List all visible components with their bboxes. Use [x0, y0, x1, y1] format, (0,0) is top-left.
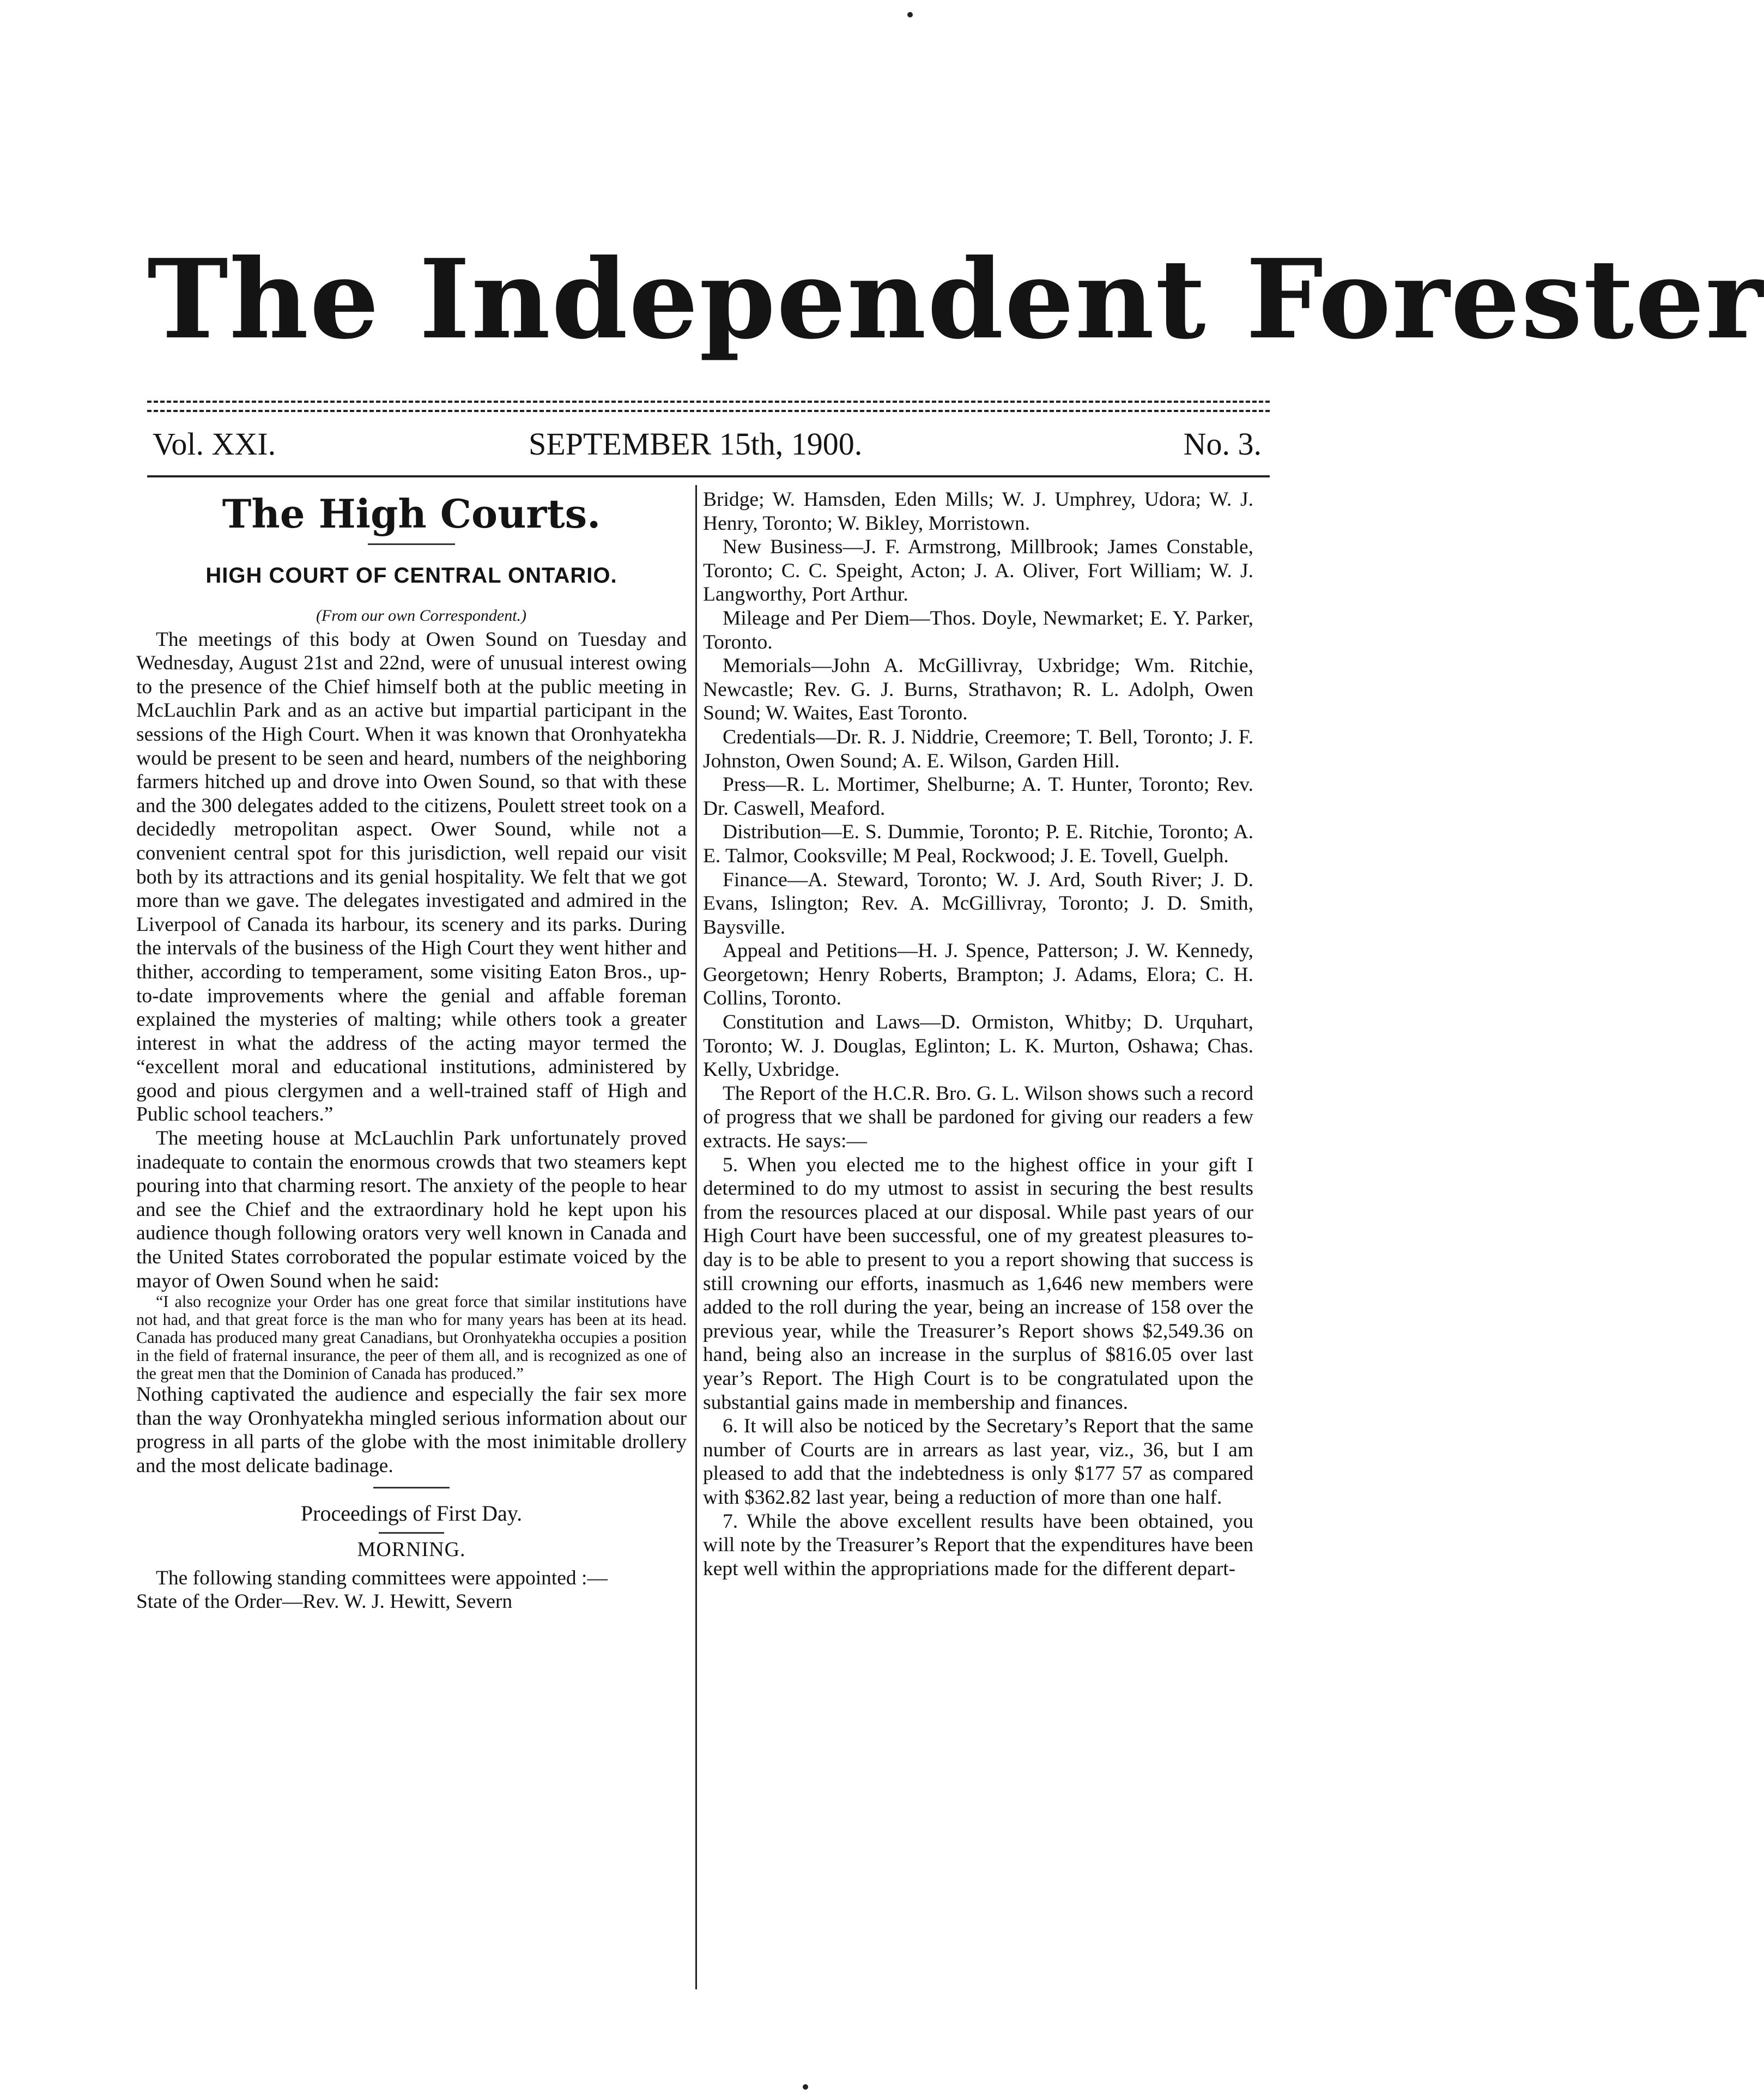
column-divider	[695, 485, 697, 1989]
paragraph: Nothing captivated the audience and especially the fair sex more than the way Oronhyatekha mingled serious information about our progress in all parts of the globe with the most inimitable drollery and the most delicate badinage.	[136, 1383, 687, 1477]
paragraph: Credentials—Dr. R. J. Niddrie, Creemore; T. Bell, Toronto; J. F. Johnston, Owen Sound; A. E. Wilson, Garden Hill.	[703, 725, 1253, 772]
masthead-rule-top	[147, 401, 1270, 403]
paragraph: Memorials—John A. McGillivray, Uxbridge; Wm. Ritchie, Newcastle; Rev. G. J. Burns, Strathavon; R. L. Adolph, Owen Sound; W. Waites, East Toronto.	[703, 655, 1253, 725]
issue-volume: Vol. XXI.	[153, 426, 276, 462]
paragraph: The following standing committees were appointed :—	[156, 1566, 608, 1589]
block-quote: “I also recognize your Order has one great force that similar institutions have not had, and that great force is the man who for many years has been at its head. Canada has produced many great Canadians, but Oronhyatekha occupies a position in the field of fraternal insurance, the peer of them all, and is recognized as one of the great men that the Dominion of Canada has produced.”	[136, 1292, 687, 1383]
paragraph: Finance—A. Steward, Toronto; W. J. Ard, South River; J. D. Evans, Islington; Rev. A. McGillivray, Toronto; J. D. Smith, Baysville.	[703, 868, 1253, 939]
issue-date: SEPTEMBER 15th, 1900.	[529, 426, 863, 462]
paragraph: Appeal and Petitions—H. J. Spence, Patterson; J. W. Kennedy, Georgetown; Henry Roberts, Brampton; J. Adams, Elora; C. H. Collins, Toronto.	[703, 940, 1253, 1010]
proceedings-heading: Proceedings of First Day.	[300, 1500, 523, 1526]
article-subhead: HIGH COURT OF CENTRAL ONTARIO.	[205, 564, 617, 588]
masthead-title: The Independent Forester	[147, 235, 1764, 364]
issue-line	[147, 422, 1270, 466]
left-column	[136, 488, 687, 1992]
paragraph: The meeting house at McLauchlin Park unfortunately proved inadequate to contain the enormous crowds that two steamers kept pouring into that charming resort. The anxiety of the people to hear and see the Chief and the extraordinary hold he kept upon his audience though following orators very well known in Canada and the United States corroborated the popular estimate voiced by the mayor of Owen Sound when he said:	[136, 1127, 687, 1292]
morning-heading: MORNING.	[357, 1538, 466, 1561]
paragraph: Mileage and Per Diem—Thos. Doyle, Newmarket; E. Y. Parker, Toronto.	[703, 607, 1253, 653]
page-speck-bottom	[803, 2084, 808, 2090]
paragraph: 5. When you elected me to the highest office in your gift I determined to do my utmost to assist in securing the best results from the resources placed at our disposal. While past years of our High Court have been successful, one of my greatest pleasures to-day is to be able to present to you a report showing that success is still crowning our efforts, inasmuch as 1,646 new members were added to the roll during the year, being an increase of 158 over the previous year, while the Treasurer’s Report shows $2,549.36 on hand, being also an increase in the surplus of $816.05 over last year’s Report. The High Court is to be congratulated upon the substantial gains made in membership and finances.	[703, 1153, 1253, 1414]
paragraph: Bridge; W. Hamsden, Eden Mills; W. J. Umphrey, Udora; W. J. Henry, Toronto; W. Bikley, Morristown.	[703, 488, 1253, 535]
issue-rule-bottom	[147, 475, 1270, 477]
paragraph: The Report of the H.C.R. Bro. G. L. Wilson shows such a record of progress that we shall be pardoned for giving our readers a few extracts. He says:—	[703, 1082, 1253, 1153]
paragraph: New Business—J. F. Armstrong, Millbrook; James Constable, Toronto; C. C. Speight, Acton; J. A. Oliver, Fort William; W. J. Langworthy, Port Arthur.	[703, 536, 1253, 606]
paragraph: The meetings of this body at Owen Sound on Tuesday and Wednesday, August 21st and 22nd, were of unusual interest owing to the presence of the Chief himself both at the public meeting in McLauchlin Park and as an active but impartial participant in the sessions of the High Court. When it was known that Oronhyatekha would be present to be seen and heard, numbers of the neighboring farmers hitched up and drove into Owen Sound, so that with these and the 300 delegates added to the citizens, Poulett street took on a decidedly metropolitan aspect. Ower Sound, while not a convenient central spot for this jurisdiction, well repaid our visit both by its attractions and its genial hospitality. We felt that we got more than we gave. The delegates investigated and admired in the Liverpool of Canada its harbour, its scenery and its parks. During the intervals of the business of the High Court they went hither and thither, according to temperament, some visiting Eaton Bros., up-to-date improvements where the genial and affable foreman explained the mysteries of malting; while others took a greater interest in what the address of the acting mayor termed the “excellent moral and educational institutions, administered by good and pious clergymen and a well-trained staff of High and Public school teachers.”	[136, 628, 687, 1126]
paragraph: Distribution—E. S. Dummie, Toronto; P. E. Ritchie, Toronto; A. E. Talmor, Cooksville; M Peal, Rockwood; J. E. Tovell, Guelph.	[703, 821, 1253, 867]
paragraph: 7. While the above excellent results have been obtained, you will note by the Treasurer’s Report that the expenditures have been kept well within the appropriations made for the different depart-	[703, 1510, 1253, 1580]
masthead-rule-middle	[147, 410, 1270, 412]
paragraph: State of the Order—Rev. W. J. Hewitt, Severn	[136, 1590, 513, 1613]
paragraph: Press—R. L. Mortimer, Shelburne; A. T. Hunter, Toronto; Rev. Dr. Caswell, Meaford.	[703, 773, 1253, 820]
paragraph: 6. It will also be noticed by the Secretary’s Report that the same number of Courts are in arrears as last year, viz., 36, but I am pleased to add that the indebtedness is only $177 57 as compared with $362.82 last year, being a reduction of more than one half.	[703, 1415, 1253, 1509]
page-speck-top	[907, 12, 913, 17]
section-rule	[373, 1487, 450, 1488]
paragraph: Constitution and Laws—D. Ormiston, Whitby; D. Urquhart, Toronto; W. J. Douglas, Eglinton; L. K. Murton, Oshawa; Chas. Kelly, Uxbridge.	[703, 1011, 1253, 1081]
right-column	[703, 488, 1253, 1992]
title-rule	[368, 543, 455, 545]
proceedings-rule	[379, 1532, 444, 1534]
issue-number: No. 3.	[1183, 426, 1262, 462]
article-byline: (From our own Correspondent.)	[316, 607, 527, 625]
section-title: The High Courts.	[222, 491, 601, 537]
